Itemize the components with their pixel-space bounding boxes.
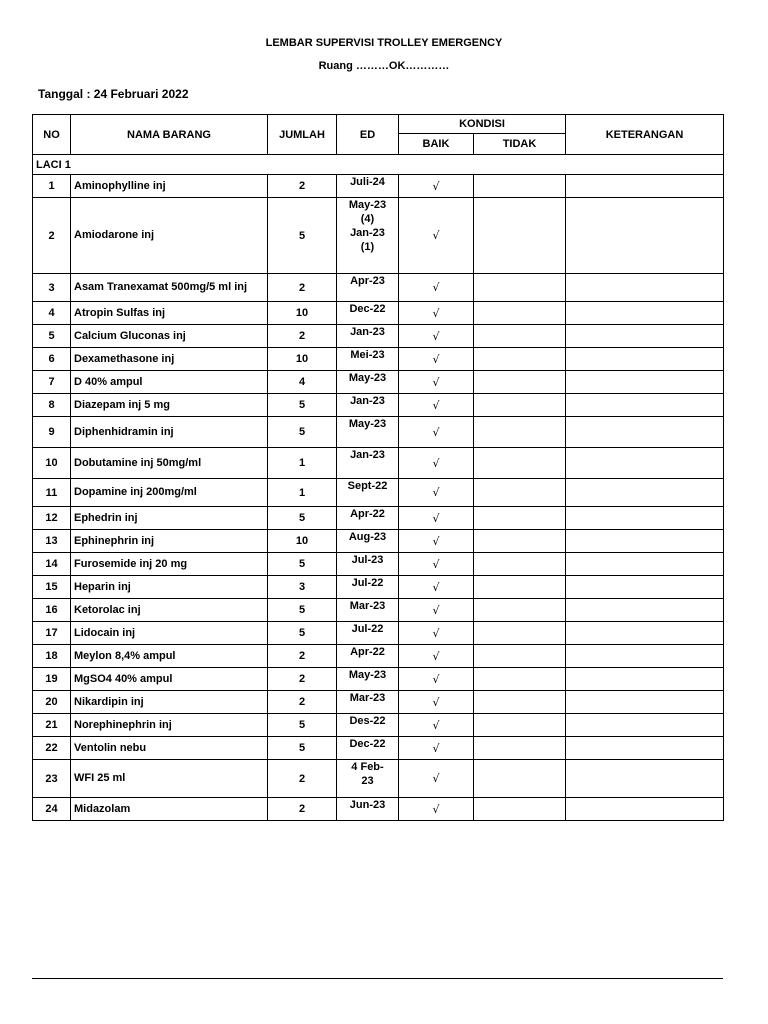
row-keterangan — [566, 198, 724, 274]
row-jumlah: 10 — [268, 348, 337, 371]
row-jumlah: 5 — [268, 737, 337, 760]
table-row — [33, 371, 724, 394]
row-tidak — [474, 175, 566, 198]
row-tidak — [474, 576, 566, 599]
row-jumlah: 5 — [268, 714, 337, 737]
row-nama-barang: Ventolin nebu — [71, 737, 268, 760]
row-keterangan — [566, 760, 724, 798]
row-no: 3 — [33, 274, 71, 302]
row-nama-barang: Norephinephrin inj — [71, 714, 268, 737]
row-keterangan — [566, 576, 724, 599]
row-jumlah: 1 — [268, 479, 337, 507]
table-row — [33, 394, 724, 417]
row-baik: √ — [399, 394, 474, 417]
table-row — [33, 198, 724, 274]
row-nama-barang: Ephinephrin inj — [71, 530, 268, 553]
row-baik: √ — [399, 479, 474, 507]
row-baik: √ — [399, 274, 474, 302]
table-row — [33, 645, 724, 668]
table-row — [33, 530, 724, 553]
row-tidak — [474, 417, 566, 448]
row-ed: May-23 — [337, 371, 399, 394]
row-ed: Jun-23 — [337, 798, 399, 821]
row-no: 7 — [33, 371, 71, 394]
row-nama-barang: WFI 25 ml — [71, 760, 268, 798]
row-no: 12 — [33, 507, 71, 530]
row-jumlah: 2 — [268, 175, 337, 198]
table-row — [33, 576, 724, 599]
row-no: 22 — [33, 737, 71, 760]
row-baik: √ — [399, 668, 474, 691]
room-line: Ruang ………OK………… — [318, 60, 450, 72]
row-no: 5 — [33, 325, 71, 348]
row-baik: √ — [399, 325, 474, 348]
row-no: 20 — [33, 691, 71, 714]
table-row — [33, 553, 724, 576]
row-ed: Jul-22 — [337, 576, 399, 599]
row-tidak — [474, 622, 566, 645]
row-tidak — [474, 553, 566, 576]
row-ed: Jul-23 — [337, 553, 399, 576]
row-no: 18 — [33, 645, 71, 668]
row-baik: √ — [399, 553, 474, 576]
row-no: 6 — [33, 348, 71, 371]
row-nama-barang: Nikardipin inj — [71, 691, 268, 714]
row-tidak — [474, 798, 566, 821]
row-keterangan — [566, 645, 724, 668]
row-tidak — [474, 530, 566, 553]
row-nama-barang: Dopamine inj 200mg/ml — [71, 479, 268, 507]
date-line: Tanggal : 24 Februari 2022 — [38, 87, 189, 101]
row-keterangan — [566, 714, 724, 737]
table-row — [33, 479, 724, 507]
document-title: LEMBAR SUPERVISI TROLLEY EMERGENCY — [265, 37, 503, 49]
row-ed: Aug-23 — [337, 530, 399, 553]
row-baik: √ — [399, 348, 474, 371]
row-baik: √ — [399, 645, 474, 668]
table-row — [33, 599, 724, 622]
table-row — [33, 348, 724, 371]
header-jumlah: JUMLAH — [268, 115, 337, 155]
row-nama-barang: Asam Tranexamat 500mg/5 ml inj — [71, 274, 268, 302]
row-ed: Jan-23 — [337, 394, 399, 417]
row-nama-barang: Diazepam inj 5 mg — [71, 394, 268, 417]
row-tidak — [474, 691, 566, 714]
row-jumlah: 5 — [268, 553, 337, 576]
row-baik: √ — [399, 691, 474, 714]
row-baik: √ — [399, 599, 474, 622]
row-jumlah: 2 — [268, 645, 337, 668]
row-keterangan — [566, 599, 724, 622]
row-nama-barang: Midazolam — [71, 798, 268, 821]
row-jumlah: 5 — [268, 622, 337, 645]
header-tidak: TIDAK — [474, 134, 566, 155]
row-baik: √ — [399, 175, 474, 198]
table-row — [33, 507, 724, 530]
row-ed: Sept-22 — [337, 479, 399, 507]
row-keterangan — [566, 274, 724, 302]
row-no: 8 — [33, 394, 71, 417]
row-baik: √ — [399, 622, 474, 645]
row-jumlah: 5 — [268, 507, 337, 530]
row-tidak — [474, 302, 566, 325]
row-no: 1 — [33, 175, 71, 198]
row-jumlah: 10 — [268, 302, 337, 325]
row-jumlah: 10 — [268, 530, 337, 553]
row-no: 24 — [33, 798, 71, 821]
row-keterangan — [566, 530, 724, 553]
row-keterangan — [566, 622, 724, 645]
table-row — [33, 302, 724, 325]
row-keterangan — [566, 507, 724, 530]
row-tidak — [474, 325, 566, 348]
table-row — [33, 274, 724, 302]
row-no: 11 — [33, 479, 71, 507]
row-keterangan — [566, 479, 724, 507]
row-tidak — [474, 274, 566, 302]
row-ed: Mar-23 — [337, 691, 399, 714]
row-keterangan — [566, 553, 724, 576]
row-tidak — [474, 645, 566, 668]
row-nama-barang: Lidocain inj — [71, 622, 268, 645]
row-keterangan — [566, 691, 724, 714]
row-tidak — [474, 448, 566, 479]
row-baik: √ — [399, 714, 474, 737]
row-nama-barang: Furosemide inj 20 mg — [71, 553, 268, 576]
row-tidak — [474, 371, 566, 394]
table-row — [33, 668, 724, 691]
row-no: 10 — [33, 448, 71, 479]
table-row — [33, 798, 724, 821]
row-keterangan — [566, 668, 724, 691]
row-tidak — [474, 760, 566, 798]
row-ed: Apr-23 — [337, 274, 399, 302]
row-ed: May-23 (4) Jan-23 (1) — [337, 198, 399, 274]
header-baik: BAIK — [399, 134, 474, 155]
row-jumlah: 2 — [268, 274, 337, 302]
row-no: 4 — [33, 302, 71, 325]
row-nama-barang: Dobutamine inj 50mg/ml — [71, 448, 268, 479]
row-no: 21 — [33, 714, 71, 737]
row-jumlah: 5 — [268, 599, 337, 622]
row-jumlah: 5 — [268, 198, 337, 274]
row-jumlah: 5 — [268, 394, 337, 417]
header-kondisi: KONDISI — [399, 115, 566, 134]
row-tidak — [474, 737, 566, 760]
row-nama-barang: MgSO4 40% ampul — [71, 668, 268, 691]
row-no: 23 — [33, 760, 71, 798]
row-tidak — [474, 198, 566, 274]
row-keterangan — [566, 737, 724, 760]
row-nama-barang: Aminophylline inj — [71, 175, 268, 198]
row-ed: Mar-23 — [337, 599, 399, 622]
row-ed: May-23 — [337, 668, 399, 691]
row-tidak — [474, 479, 566, 507]
row-nama-barang: Calcium Gluconas inj — [71, 325, 268, 348]
row-ed: Dec-22 — [337, 737, 399, 760]
row-nama-barang: Dexamethasone inj — [71, 348, 268, 371]
table-row — [33, 714, 724, 737]
row-jumlah: 1 — [268, 448, 337, 479]
row-keterangan — [566, 348, 724, 371]
section-label: LACI 1 — [33, 155, 724, 175]
supervision-table — [32, 114, 724, 821]
row-tidak — [474, 599, 566, 622]
row-no: 16 — [33, 599, 71, 622]
row-jumlah: 2 — [268, 798, 337, 821]
row-baik: √ — [399, 371, 474, 394]
row-no: 9 — [33, 417, 71, 448]
row-keterangan — [566, 448, 724, 479]
row-baik: √ — [399, 530, 474, 553]
table-row — [33, 622, 724, 645]
row-no: 13 — [33, 530, 71, 553]
row-jumlah: 2 — [268, 760, 337, 798]
row-keterangan — [566, 394, 724, 417]
row-no: 14 — [33, 553, 71, 576]
table-row — [33, 691, 724, 714]
row-keterangan — [566, 302, 724, 325]
row-ed: Des-22 — [337, 714, 399, 737]
row-tidak — [474, 394, 566, 417]
row-keterangan — [566, 371, 724, 394]
row-nama-barang: Atropin Sulfas inj — [71, 302, 268, 325]
row-no: 15 — [33, 576, 71, 599]
header-keterangan: KETERANGAN — [566, 115, 724, 155]
row-nama-barang: D 40% ampul — [71, 371, 268, 394]
row-nama-barang: Ephedrin inj — [71, 507, 268, 530]
row-ed: Juli-24 — [337, 175, 399, 198]
row-keterangan — [566, 175, 724, 198]
table-row — [33, 760, 724, 798]
row-ed: 4 Feb- 23 — [337, 760, 399, 798]
row-ed: Dec-22 — [337, 302, 399, 325]
row-jumlah: 2 — [268, 325, 337, 348]
table-row — [33, 325, 724, 348]
footer-divider — [32, 978, 723, 979]
row-nama-barang: Ketorolac inj — [71, 599, 268, 622]
table-row — [33, 175, 724, 198]
header-ed: ED — [337, 115, 399, 155]
row-baik: √ — [399, 417, 474, 448]
row-baik: √ — [399, 576, 474, 599]
row-jumlah: 2 — [268, 691, 337, 714]
table-body — [33, 155, 724, 821]
row-ed: Apr-22 — [337, 645, 399, 668]
row-tidak — [474, 507, 566, 530]
row-keterangan — [566, 417, 724, 448]
row-keterangan — [566, 325, 724, 348]
row-no: 19 — [33, 668, 71, 691]
row-baik: √ — [399, 737, 474, 760]
row-no: 2 — [33, 198, 71, 274]
row-nama-barang: Diphenhidramin inj — [71, 417, 268, 448]
table-row — [33, 737, 724, 760]
row-ed: Mei-23 — [337, 348, 399, 371]
row-nama-barang: Heparin inj — [71, 576, 268, 599]
row-tidak — [474, 668, 566, 691]
table-row — [33, 448, 724, 479]
row-baik: √ — [399, 798, 474, 821]
row-ed: May-23 — [337, 417, 399, 448]
row-ed: Jan-23 — [337, 448, 399, 479]
row-baik: √ — [399, 448, 474, 479]
row-jumlah: 3 — [268, 576, 337, 599]
row-baik: √ — [399, 507, 474, 530]
header-nama-barang: NAMA BARANG — [71, 115, 268, 155]
row-nama-barang: Amiodarone inj — [71, 198, 268, 274]
row-baik: √ — [399, 302, 474, 325]
row-tidak — [474, 348, 566, 371]
row-ed: Jul-22 — [337, 622, 399, 645]
row-ed: Apr-22 — [337, 507, 399, 530]
row-jumlah: 5 — [268, 417, 337, 448]
row-baik: √ — [399, 760, 474, 798]
table-row — [33, 417, 724, 448]
row-jumlah: 2 — [268, 668, 337, 691]
row-keterangan — [566, 798, 724, 821]
row-nama-barang: Meylon 8,4% ampul — [71, 645, 268, 668]
row-jumlah: 4 — [268, 371, 337, 394]
row-ed: Jan-23 — [337, 325, 399, 348]
header-no: NO — [33, 115, 71, 155]
row-no: 17 — [33, 622, 71, 645]
row-baik: √ — [399, 198, 474, 274]
row-tidak — [474, 714, 566, 737]
